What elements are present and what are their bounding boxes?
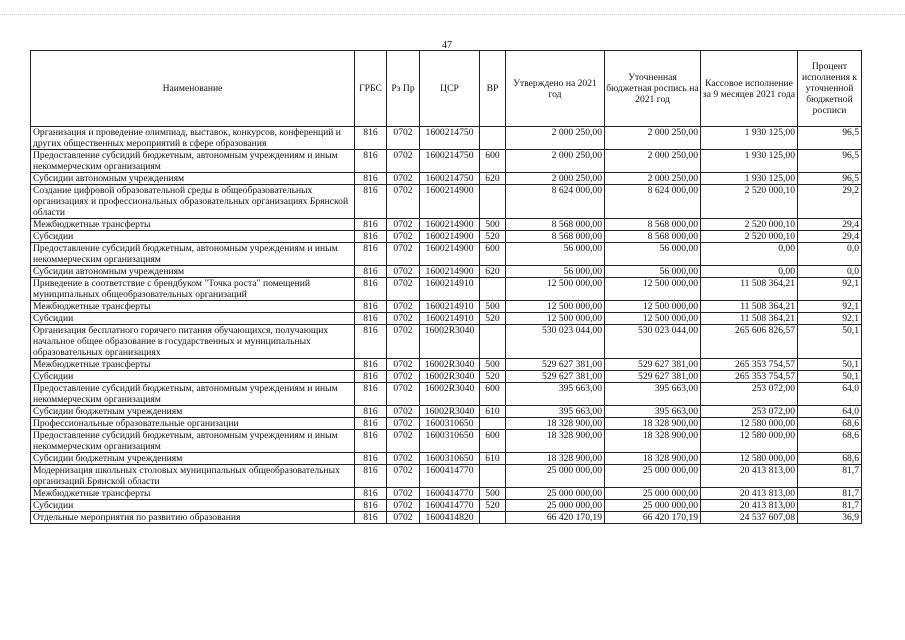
header-rz-pr: Рз Пр — [387, 51, 420, 127]
cell-name: Субсидии бюджетным учреждениям — [31, 406, 355, 418]
cell-refined: 530 023 044,00 — [605, 325, 701, 359]
cell-name: Субсидии бюджетным учреждениям — [31, 453, 355, 465]
cell-grbs: 816 — [355, 488, 387, 500]
cell-approved: 56 000,00 — [506, 266, 605, 278]
cell-rz-pr: 0702 — [387, 371, 420, 383]
cell-approved: 25 000 000,00 — [506, 465, 605, 488]
cell-csr: 16002R3040 — [420, 383, 480, 406]
header-vr: ВР — [480, 51, 506, 127]
cell-cash: 20 413 813,00 — [701, 488, 798, 500]
table-row — [31, 173, 862, 185]
cell-approved: 56 000,00 — [506, 243, 605, 266]
cell-csr: 1600310650 — [420, 453, 480, 465]
cell-vr: 600 — [480, 430, 506, 453]
cell-csr: 1600214750 — [420, 127, 480, 150]
cell-percent: 96,5 — [798, 173, 862, 185]
cell-approved: 529 627 381,00 — [506, 371, 605, 383]
cell-grbs: 816 — [355, 406, 387, 418]
cell-cash: 253 072,00 — [701, 406, 798, 418]
table-row — [31, 219, 862, 231]
cell-percent: 0,0 — [798, 266, 862, 278]
cell-approved: 530 023 044,00 — [506, 325, 605, 359]
cell-name: Межбюджетные трансферты — [31, 359, 355, 371]
header-name: Наименование — [31, 51, 355, 127]
cell-vr — [480, 512, 506, 524]
cell-refined: 529 627 381,00 — [605, 359, 701, 371]
cell-name: Модернизация школьных столовых муниципальных общеобразовательных организаций Брянской области — [31, 465, 355, 488]
cell-vr: 520 — [480, 500, 506, 512]
cell-name: Субсидии автономным учреждениям — [31, 266, 355, 278]
cell-percent: 92,1 — [798, 313, 862, 325]
cell-percent: 68,6 — [798, 418, 862, 430]
table-row — [31, 500, 862, 512]
cell-csr: 1600414770 — [420, 500, 480, 512]
cell-refined: 18 328 900,00 — [605, 453, 701, 465]
cell-vr — [480, 418, 506, 430]
cell-name: Организация бесплатного горячего питания обучающихся, получающих начальное общее образование в государственных и муниципальных образовательных организациях — [31, 325, 355, 359]
cell-vr — [480, 465, 506, 488]
cell-vr — [480, 127, 506, 150]
cell-name: Предоставление субсидий бюджетным, автономным учреждениям и иным некоммерческим организациям — [31, 383, 355, 406]
cell-name: Субсидии — [31, 231, 355, 243]
cell-refined: 12 500 000,00 — [605, 301, 701, 313]
cell-rz-pr: 0702 — [387, 173, 420, 185]
cell-rz-pr: 0702 — [387, 430, 420, 453]
cell-refined: 529 627 381,00 — [605, 371, 701, 383]
cell-rz-pr: 0702 — [387, 185, 420, 219]
cell-approved: 18 328 900,00 — [506, 430, 605, 453]
cell-name: Предоставление субсидий бюджетным, автономным учреждениям и иным некоммерческим организациям — [31, 243, 355, 266]
cell-cash: 11 508 364,21 — [701, 301, 798, 313]
cell-refined: 25 000 000,00 — [605, 488, 701, 500]
cell-name: Предоставление субсидий бюджетным, автономным учреждениям и иным некоммерческим организациям — [31, 150, 355, 173]
cell-percent: 29,4 — [798, 231, 862, 243]
cell-vr: 600 — [480, 243, 506, 266]
cell-percent: 92,1 — [798, 301, 862, 313]
cell-name: Предоставление субсидий бюджетным, автономным учреждениям и иным некоммерческим организациям — [31, 430, 355, 453]
cell-refined: 56 000,00 — [605, 243, 701, 266]
scan-artifact-line — [0, 14, 905, 16]
page-number: 47 — [442, 40, 452, 51]
table-row — [31, 512, 862, 524]
cell-percent: 68,6 — [798, 453, 862, 465]
table-row — [31, 488, 862, 500]
cell-refined: 2 000 250,00 — [605, 127, 701, 150]
table-row — [31, 383, 862, 406]
cell-cash: 2 520 000,10 — [701, 219, 798, 231]
cell-grbs: 816 — [355, 371, 387, 383]
cell-vr: 500 — [480, 301, 506, 313]
cell-approved: 18 328 900,00 — [506, 418, 605, 430]
cell-name: Создание цифровой образовательной среды в общеобразовательных организациях и профессиональных образовательных организациях Брянской области — [31, 185, 355, 219]
table-row — [31, 231, 862, 243]
table-row — [31, 313, 862, 325]
cell-name: Организация и проведение олимпиад, выставок, конкурсов, конференций и других общественных мероприятий в сфере образования — [31, 127, 355, 150]
cell-refined: 395 663,00 — [605, 406, 701, 418]
cell-csr: 16002R3040 — [420, 325, 480, 359]
header-grbs: ГРБС — [355, 51, 387, 127]
table-row — [31, 127, 862, 150]
cell-csr: 1600310650 — [420, 418, 480, 430]
cell-rz-pr: 0702 — [387, 127, 420, 150]
cell-vr — [480, 278, 506, 301]
cell-refined: 8 568 000,00 — [605, 231, 701, 243]
cell-refined: 395 663,00 — [605, 383, 701, 406]
header-approved: Утверждено на 2021 год — [506, 51, 605, 127]
cell-refined: 66 420 170,19 — [605, 512, 701, 524]
cell-vr: 620 — [480, 266, 506, 278]
cell-csr: 16002R3040 — [420, 406, 480, 418]
cell-grbs: 816 — [355, 231, 387, 243]
cell-percent: 50,1 — [798, 371, 862, 383]
cell-refined: 8 624 000,00 — [605, 185, 701, 219]
cell-cash: 0,00 — [701, 266, 798, 278]
cell-cash: 11 508 364,21 — [701, 278, 798, 301]
cell-csr: 1600214750 — [420, 173, 480, 185]
cell-rz-pr: 0702 — [387, 243, 420, 266]
cell-percent: 68,6 — [798, 430, 862, 453]
table-row — [31, 418, 862, 430]
cell-name: Субсидии автономным учреждениям — [31, 173, 355, 185]
cell-grbs: 816 — [355, 453, 387, 465]
cell-approved: 395 663,00 — [506, 406, 605, 418]
cell-vr: 500 — [480, 488, 506, 500]
cell-cash: 24 537 607,08 — [701, 512, 798, 524]
cell-refined: 18 328 900,00 — [605, 430, 701, 453]
table-row — [31, 406, 862, 418]
cell-cash: 12 580 000,00 — [701, 418, 798, 430]
cell-approved: 8 568 000,00 — [506, 219, 605, 231]
cell-grbs: 816 — [355, 127, 387, 150]
cell-percent: 92,1 — [798, 278, 862, 301]
cell-refined: 25 000 000,00 — [605, 465, 701, 488]
cell-cash: 265 353 754,57 — [701, 371, 798, 383]
cell-name: Межбюджетные трансферты — [31, 219, 355, 231]
table-row — [31, 266, 862, 278]
cell-percent: 81,7 — [798, 465, 862, 488]
cell-refined: 18 328 900,00 — [605, 418, 701, 430]
table-row — [31, 325, 862, 359]
cell-approved: 25 000 000,00 — [506, 488, 605, 500]
table-header-row — [31, 51, 862, 127]
cell-vr: 600 — [480, 383, 506, 406]
cell-rz-pr: 0702 — [387, 278, 420, 301]
table-row — [31, 278, 862, 301]
budget-table — [30, 50, 862, 524]
cell-cash: 1 930 125,00 — [701, 173, 798, 185]
cell-percent: 0,0 — [798, 243, 862, 266]
cell-approved: 2 000 250,00 — [506, 127, 605, 150]
table-row — [31, 453, 862, 465]
cell-rz-pr: 0702 — [387, 406, 420, 418]
cell-rz-pr: 0702 — [387, 313, 420, 325]
cell-cash: 253 072,00 — [701, 383, 798, 406]
cell-grbs: 816 — [355, 185, 387, 219]
cell-rz-pr: 0702 — [387, 219, 420, 231]
cell-vr: 610 — [480, 453, 506, 465]
cell-percent: 50,1 — [798, 359, 862, 371]
cell-cash: 2 520 000,10 — [701, 231, 798, 243]
cell-percent: 81,7 — [798, 500, 862, 512]
header-percent: Процент исполнения к уточненной бюджетной росписи — [798, 51, 862, 127]
cell-percent: 64,0 — [798, 383, 862, 406]
cell-csr: 16002R3040 — [420, 359, 480, 371]
cell-grbs: 816 — [355, 359, 387, 371]
cell-grbs: 816 — [355, 383, 387, 406]
header-cash: Кассовое исполнение за 9 месяцев 2021 года — [701, 51, 798, 127]
cell-name: Приведение в соответствие с брендбуком "Точка роста" помещений муниципальных общеобразовательных организаций — [31, 278, 355, 301]
cell-percent: 50,1 — [798, 325, 862, 359]
cell-approved: 8 624 000,00 — [506, 185, 605, 219]
cell-cash: 2 520 000,10 — [701, 185, 798, 219]
cell-refined: 12 500 000,00 — [605, 313, 701, 325]
cell-vr: 610 — [480, 406, 506, 418]
cell-cash: 1 930 125,00 — [701, 150, 798, 173]
table-row — [31, 465, 862, 488]
cell-csr: 1600414820 — [420, 512, 480, 524]
cell-percent: 64,0 — [798, 406, 862, 418]
cell-refined: 2 000 250,00 — [605, 173, 701, 185]
table-row — [31, 185, 862, 219]
cell-grbs: 816 — [355, 313, 387, 325]
cell-cash: 11 508 364,21 — [701, 313, 798, 325]
cell-grbs: 816 — [355, 278, 387, 301]
cell-csr: 1600310650 — [420, 430, 480, 453]
cell-approved: 12 500 000,00 — [506, 313, 605, 325]
cell-csr: 1600214910 — [420, 313, 480, 325]
cell-vr: 500 — [480, 359, 506, 371]
cell-rz-pr: 0702 — [387, 453, 420, 465]
cell-cash: 0,00 — [701, 243, 798, 266]
cell-name: Субсидии — [31, 500, 355, 512]
cell-cash: 20 413 813,00 — [701, 465, 798, 488]
cell-rz-pr: 0702 — [387, 231, 420, 243]
cell-grbs: 816 — [355, 325, 387, 359]
cell-csr: 1600414770 — [420, 465, 480, 488]
table-row — [31, 359, 862, 371]
cell-approved: 18 328 900,00 — [506, 453, 605, 465]
cell-name: Субсидии — [31, 313, 355, 325]
cell-cash: 1 930 125,00 — [701, 127, 798, 150]
cell-grbs: 816 — [355, 430, 387, 453]
cell-approved: 25 000 000,00 — [506, 500, 605, 512]
cell-approved: 395 663,00 — [506, 383, 605, 406]
cell-approved: 12 500 000,00 — [506, 301, 605, 313]
cell-approved: 66 420 170,19 — [506, 512, 605, 524]
cell-refined: 56 000,00 — [605, 266, 701, 278]
cell-approved: 2 000 250,00 — [506, 173, 605, 185]
cell-rz-pr: 0702 — [387, 359, 420, 371]
cell-vr: 500 — [480, 219, 506, 231]
cell-name: Профессиональные образовательные организации — [31, 418, 355, 430]
cell-grbs: 816 — [355, 243, 387, 266]
cell-rz-pr: 0702 — [387, 488, 420, 500]
cell-grbs: 816 — [355, 219, 387, 231]
cell-rz-pr: 0702 — [387, 325, 420, 359]
cell-grbs: 816 — [355, 173, 387, 185]
cell-refined: 25 000 000,00 — [605, 500, 701, 512]
cell-csr: 1600214910 — [420, 301, 480, 313]
cell-cash: 12 580 000,00 — [701, 430, 798, 453]
cell-rz-pr: 0702 — [387, 418, 420, 430]
cell-vr: 620 — [480, 173, 506, 185]
cell-grbs: 816 — [355, 500, 387, 512]
cell-csr: 1600214900 — [420, 231, 480, 243]
cell-cash: 12 580 000,00 — [701, 453, 798, 465]
table-row — [31, 301, 862, 313]
cell-refined: 12 500 000,00 — [605, 278, 701, 301]
cell-csr: 1600214900 — [420, 243, 480, 266]
cell-percent: 96,5 — [798, 127, 862, 150]
cell-name: Субсидии — [31, 371, 355, 383]
cell-cash: 265 606 826,57 — [701, 325, 798, 359]
header-refined: Уточненная бюджетная роспись на 2021 год — [605, 51, 701, 127]
cell-rz-pr: 0702 — [387, 301, 420, 313]
cell-csr: 1600414770 — [420, 488, 480, 500]
cell-rz-pr: 0702 — [387, 500, 420, 512]
cell-percent: 36,9 — [798, 512, 862, 524]
cell-percent: 96,5 — [798, 150, 862, 173]
cell-grbs: 816 — [355, 301, 387, 313]
cell-approved: 8 568 000,00 — [506, 231, 605, 243]
cell-csr: 1600214900 — [420, 266, 480, 278]
cell-name: Отдельные мероприятия по развитию образования — [31, 512, 355, 524]
cell-rz-pr: 0702 — [387, 150, 420, 173]
cell-percent: 29,2 — [798, 185, 862, 219]
cell-approved: 2 000 250,00 — [506, 150, 605, 173]
cell-csr: 1600214750 — [420, 150, 480, 173]
table-row — [31, 243, 862, 266]
cell-csr: 1600214900 — [420, 219, 480, 231]
table-row — [31, 150, 862, 173]
cell-vr — [480, 325, 506, 359]
cell-refined: 2 000 250,00 — [605, 150, 701, 173]
cell-rz-pr: 0702 — [387, 383, 420, 406]
cell-cash: 265 353 754,57 — [701, 359, 798, 371]
cell-vr: 520 — [480, 371, 506, 383]
cell-approved: 529 627 381,00 — [506, 359, 605, 371]
cell-rz-pr: 0702 — [387, 465, 420, 488]
cell-cash: 20 413 813,00 — [701, 500, 798, 512]
cell-refined: 8 568 000,00 — [605, 219, 701, 231]
cell-name: Межбюджетные трансферты — [31, 301, 355, 313]
cell-csr: 1600214910 — [420, 278, 480, 301]
cell-vr: 600 — [480, 150, 506, 173]
cell-grbs: 816 — [355, 150, 387, 173]
cell-rz-pr: 0702 — [387, 512, 420, 524]
cell-approved: 12 500 000,00 — [506, 278, 605, 301]
cell-vr: 520 — [480, 313, 506, 325]
cell-grbs: 816 — [355, 418, 387, 430]
cell-rz-pr: 0702 — [387, 266, 420, 278]
cell-percent: 29,4 — [798, 219, 862, 231]
cell-grbs: 816 — [355, 465, 387, 488]
table-body — [31, 127, 862, 524]
table-row — [31, 430, 862, 453]
header-csr: ЦСР — [420, 51, 480, 127]
cell-csr: 16002R3040 — [420, 371, 480, 383]
cell-csr: 1600214900 — [420, 185, 480, 219]
cell-percent: 81,7 — [798, 488, 862, 500]
cell-vr — [480, 185, 506, 219]
table-row — [31, 371, 862, 383]
cell-name: Межбюджетные трансферты — [31, 488, 355, 500]
cell-vr: 520 — [480, 231, 506, 243]
cell-grbs: 816 — [355, 266, 387, 278]
cell-grbs: 816 — [355, 512, 387, 524]
